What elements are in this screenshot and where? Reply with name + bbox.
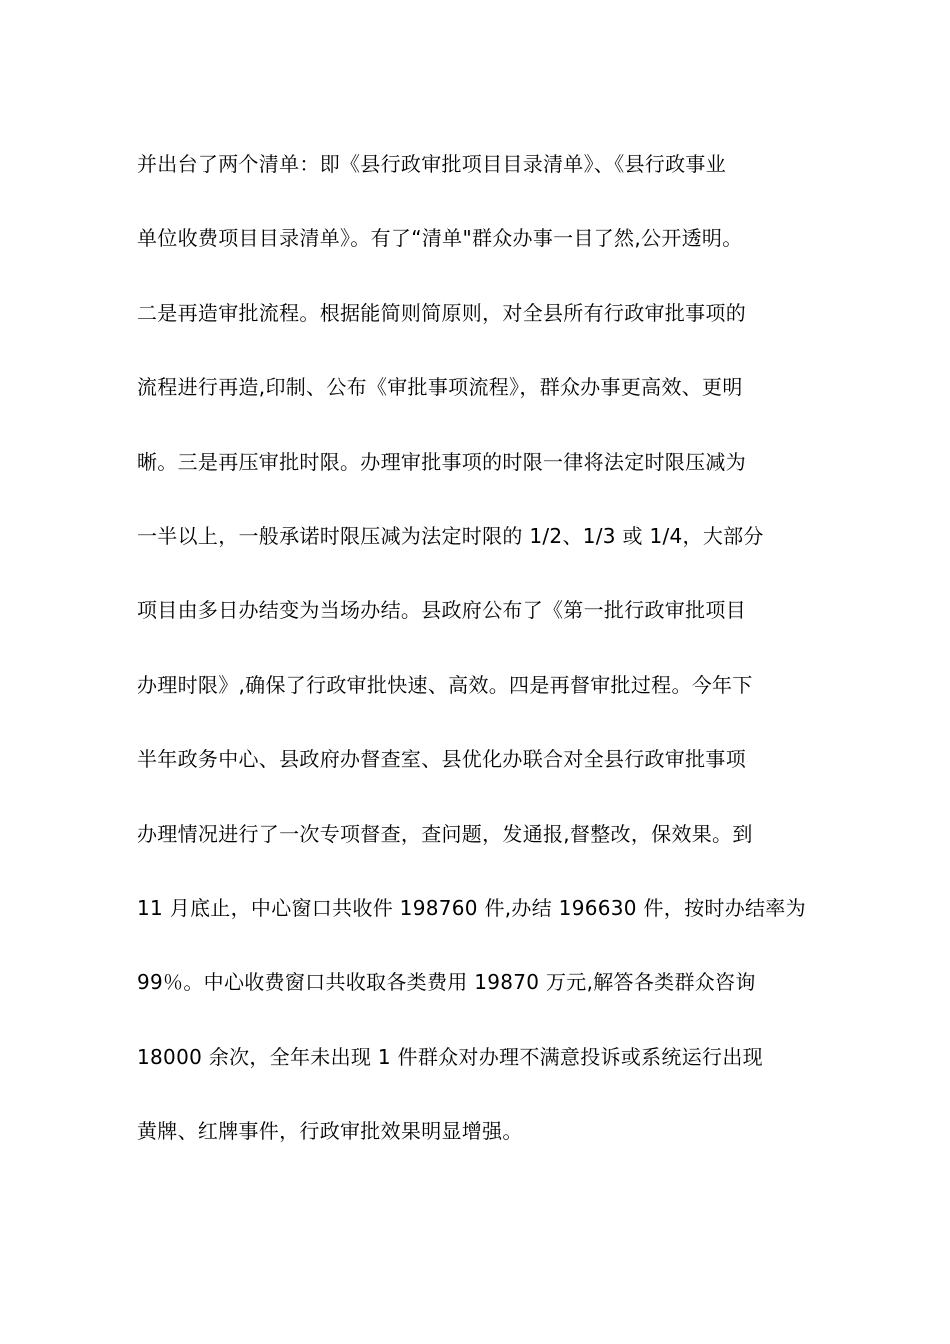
text-line-2: 单位收费项目目录清单》。有了“清单"群众办事一目了然,公开透明。	[137, 226, 743, 251]
text-line-9: 半年政务中心、县政府办督查室、县优化办联合对全县行政审批事项	[137, 747, 746, 772]
document-body-text	[137, 146, 837, 1187]
text-line-11: 11 月底止，中心窗口共收件 198760 件,办结 196630 件，按时办结率为	[137, 895, 806, 920]
text-line-3: 二是再造审批流程。根据能简则简原则，对全县所有行政审批事项的	[137, 300, 746, 325]
text-line-6: 一半以上，一般承诺时限压减为法定时限的 1/2、1/3 或 1/4，大部分	[137, 523, 764, 548]
text-line-14: 黄牌、红牌事件，行政审批效果明显增强。	[137, 1119, 523, 1144]
text-line-12: 99％。中心收费窗口共收取各类费用 19870 万元,解答各类群众咨询	[137, 970, 756, 995]
text-line-4: 流程进行再造,印制、公布《审批事项流程》，群众办事更高效、更明	[137, 375, 743, 400]
text-line-1: 并出台了两个清单：即《县行政审批项目目录清单》、《县行政事业	[137, 152, 726, 176]
text-line-13: 18000 余次，全年未出现 1 件群众对办理不满意投诉或系统运行出现	[137, 1044, 763, 1069]
text-line-8: 办理时限》,确保了行政审批快速、高效。四是再督审批过程。今年下	[137, 672, 753, 697]
text-line-5: 晰。三是再压审批时限。办理审批事项的时限一律将法定时限压减为	[137, 449, 746, 474]
text-line-7: 项目由多日办结变为当场办结。县政府公布了《第一批行政审批项目	[137, 598, 746, 623]
text-line-10: 办理情况进行了一次专项督查，查问题，发通报,督整改，保效果。到	[137, 821, 753, 846]
